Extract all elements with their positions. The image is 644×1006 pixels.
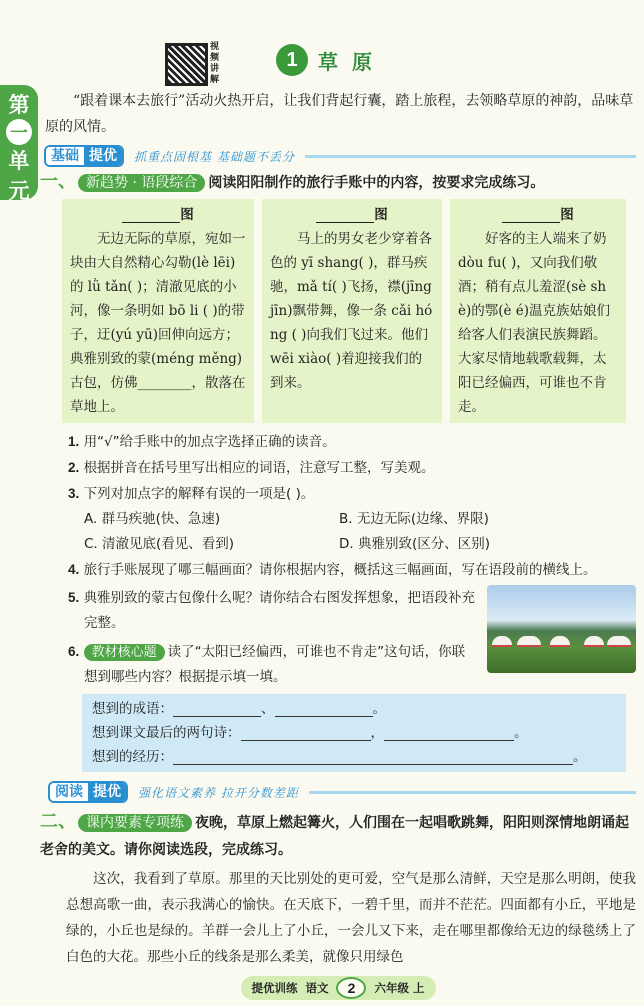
page-footer: 提优训练 语文 2 六年级 上	[241, 976, 436, 1000]
badge-a: 基础	[46, 147, 84, 165]
divider	[309, 791, 636, 794]
question-group-1	[40, 168, 636, 197]
answer-blank[interactable]	[173, 750, 573, 765]
question: 1. 用“√”给手账中的加点字选择正确的读音。	[68, 434, 336, 450]
qr-code-icon[interactable]	[165, 43, 208, 86]
section-header-reading	[48, 780, 636, 804]
badge-a: 阅读	[50, 783, 88, 801]
intro-text: “跟着课本去旅行”活动火热开启，让我们背起行囊，踏上旅程，去领略草原的神韵，品味草原的风情。	[45, 93, 634, 135]
questions-5-6	[40, 585, 636, 690]
question: 2. 根据拼音在括号里写出相应的词语，注意写工整，写美观。	[68, 460, 435, 476]
unit-char: 单	[8, 149, 30, 173]
question-tag: 课内要素专项练	[78, 814, 192, 832]
journal-card	[450, 199, 626, 423]
badge-b: 提优	[88, 783, 126, 801]
journal-text: 马上的男女老少穿着各色的 yī shang( )，群马疾驰，mǎ tí( )飞扬，襟(jīng jīn)飘带舞，像一条 cǎi hóng ( )向我们飞过来。他们 wēi xiào( )着迎接我们的到来。	[270, 231, 433, 391]
caption: 图	[374, 207, 388, 223]
unit-char: 第	[8, 93, 30, 117]
question-tag: 教材核心题	[84, 644, 165, 661]
answer-blank[interactable]	[275, 702, 373, 717]
lesson-number: 1	[276, 44, 308, 76]
group-number: 一、	[40, 171, 76, 192]
journal-cards	[62, 199, 636, 423]
option: A. 群马疾驰(快、急速)	[84, 511, 221, 527]
journal-card	[262, 199, 442, 423]
option: D. 典雅别致(区分、区别)	[339, 536, 491, 552]
group-number: 二、	[40, 811, 76, 832]
answer-blank[interactable]	[384, 726, 514, 741]
unit-tab	[0, 85, 38, 203]
badge-b: 提优	[84, 147, 122, 165]
question-instruction: 阅读阳阳制作的旅行手账中的内容，按要求完成练习。	[208, 175, 545, 191]
main-content	[40, 144, 636, 1006]
question: 3. 下列对加点字的解释有误的一项是( )。	[68, 486, 315, 502]
question: 6. 教材核心题 读了“太阳已经偏西，可谁也不肯走”这句话，你联想到哪些内容？根据提示填一填。	[68, 644, 466, 685]
lesson-name: 草原	[318, 49, 386, 74]
answer-blank[interactable]	[241, 726, 371, 741]
question-instruction: 夜晚，草原上燃起篝火，人们围在一起唱歌跳舞，阳阳则深情地朗诵起老舍的美文。请你阅读选段，完成练习。	[40, 815, 629, 858]
journal-text: 好客的主人端来了奶 dòu fu( )，又向我们敬酒；稍有点儿羞涩(sè shè)的鄂(è é)温克族姑娘们给客人们表演民族舞蹈。大家尽情地载歌载舞，太阳已经偏西，可谁也不肯走。	[458, 231, 611, 415]
question-group-2	[40, 808, 636, 864]
questions-1-4	[40, 429, 636, 583]
answer-blank[interactable]	[173, 702, 261, 717]
fill-in-box: 想到的成语： 、 。 想到课文最后的两句诗： ， 。 想到的经历： 。	[82, 694, 626, 772]
question: 5. 典雅别致的蒙古包像什么呢？请你结合右图发挥想象，把语段补充完整。	[68, 590, 476, 631]
reading-passage: 这次，我看到了草原。那里的天比别处的更可爱，空气是那么清鲜，天空是那么明朗，使我总想高歌一曲，表示我满心的愉快。在天底下，一碧千里，而并不茫茫。四面都有小丘，平地是绿的，小丘也是绿的。羊群一会儿上了小丘，一会儿又下来，走在哪里都像给无边的绿毯绣上了白色的大花。那些小丘的线条是那么柔美，就像只用绿色	[66, 871, 636, 965]
caption: 图	[560, 207, 574, 223]
page-number: 2	[336, 977, 366, 999]
unit-char: 元	[8, 179, 30, 203]
journal-card	[62, 199, 254, 423]
section-header-basic	[44, 144, 636, 168]
mongolian-yurt-photo	[487, 585, 636, 673]
caption: 图	[180, 207, 194, 223]
journal-text: 无边无际的草原，宛如一块由大自然精心勾勒(lè lēi)的 lǜ tǎn( )；清澈见底的小河，像一条明如 bō li ( )的带子，迂(yú yū)回伸向远方；典雅别致的蒙(méng měng)古包，仿佛________，散落在草地上。	[70, 231, 246, 415]
option: C. 清澈见底(看见、看到)	[84, 536, 235, 552]
section-slogan: 强化语文素养 拉开分数差距	[138, 785, 299, 800]
qr-label: 视频讲解	[210, 42, 220, 85]
option: B. 无边无际(边缘、界限)	[339, 511, 489, 527]
unit-char: 一	[6, 119, 32, 145]
lesson-title	[276, 44, 386, 76]
question: 4. 旅行手账展现了哪三幅画面？请你根据内容，概括这三幅画面，写在语段前的横线上。	[68, 562, 597, 578]
section-slogan: 抓重点固根基 基础题不丢分	[134, 149, 295, 164]
question-tag: 新趋势 · 语段综合	[78, 174, 205, 192]
divider	[305, 155, 636, 158]
